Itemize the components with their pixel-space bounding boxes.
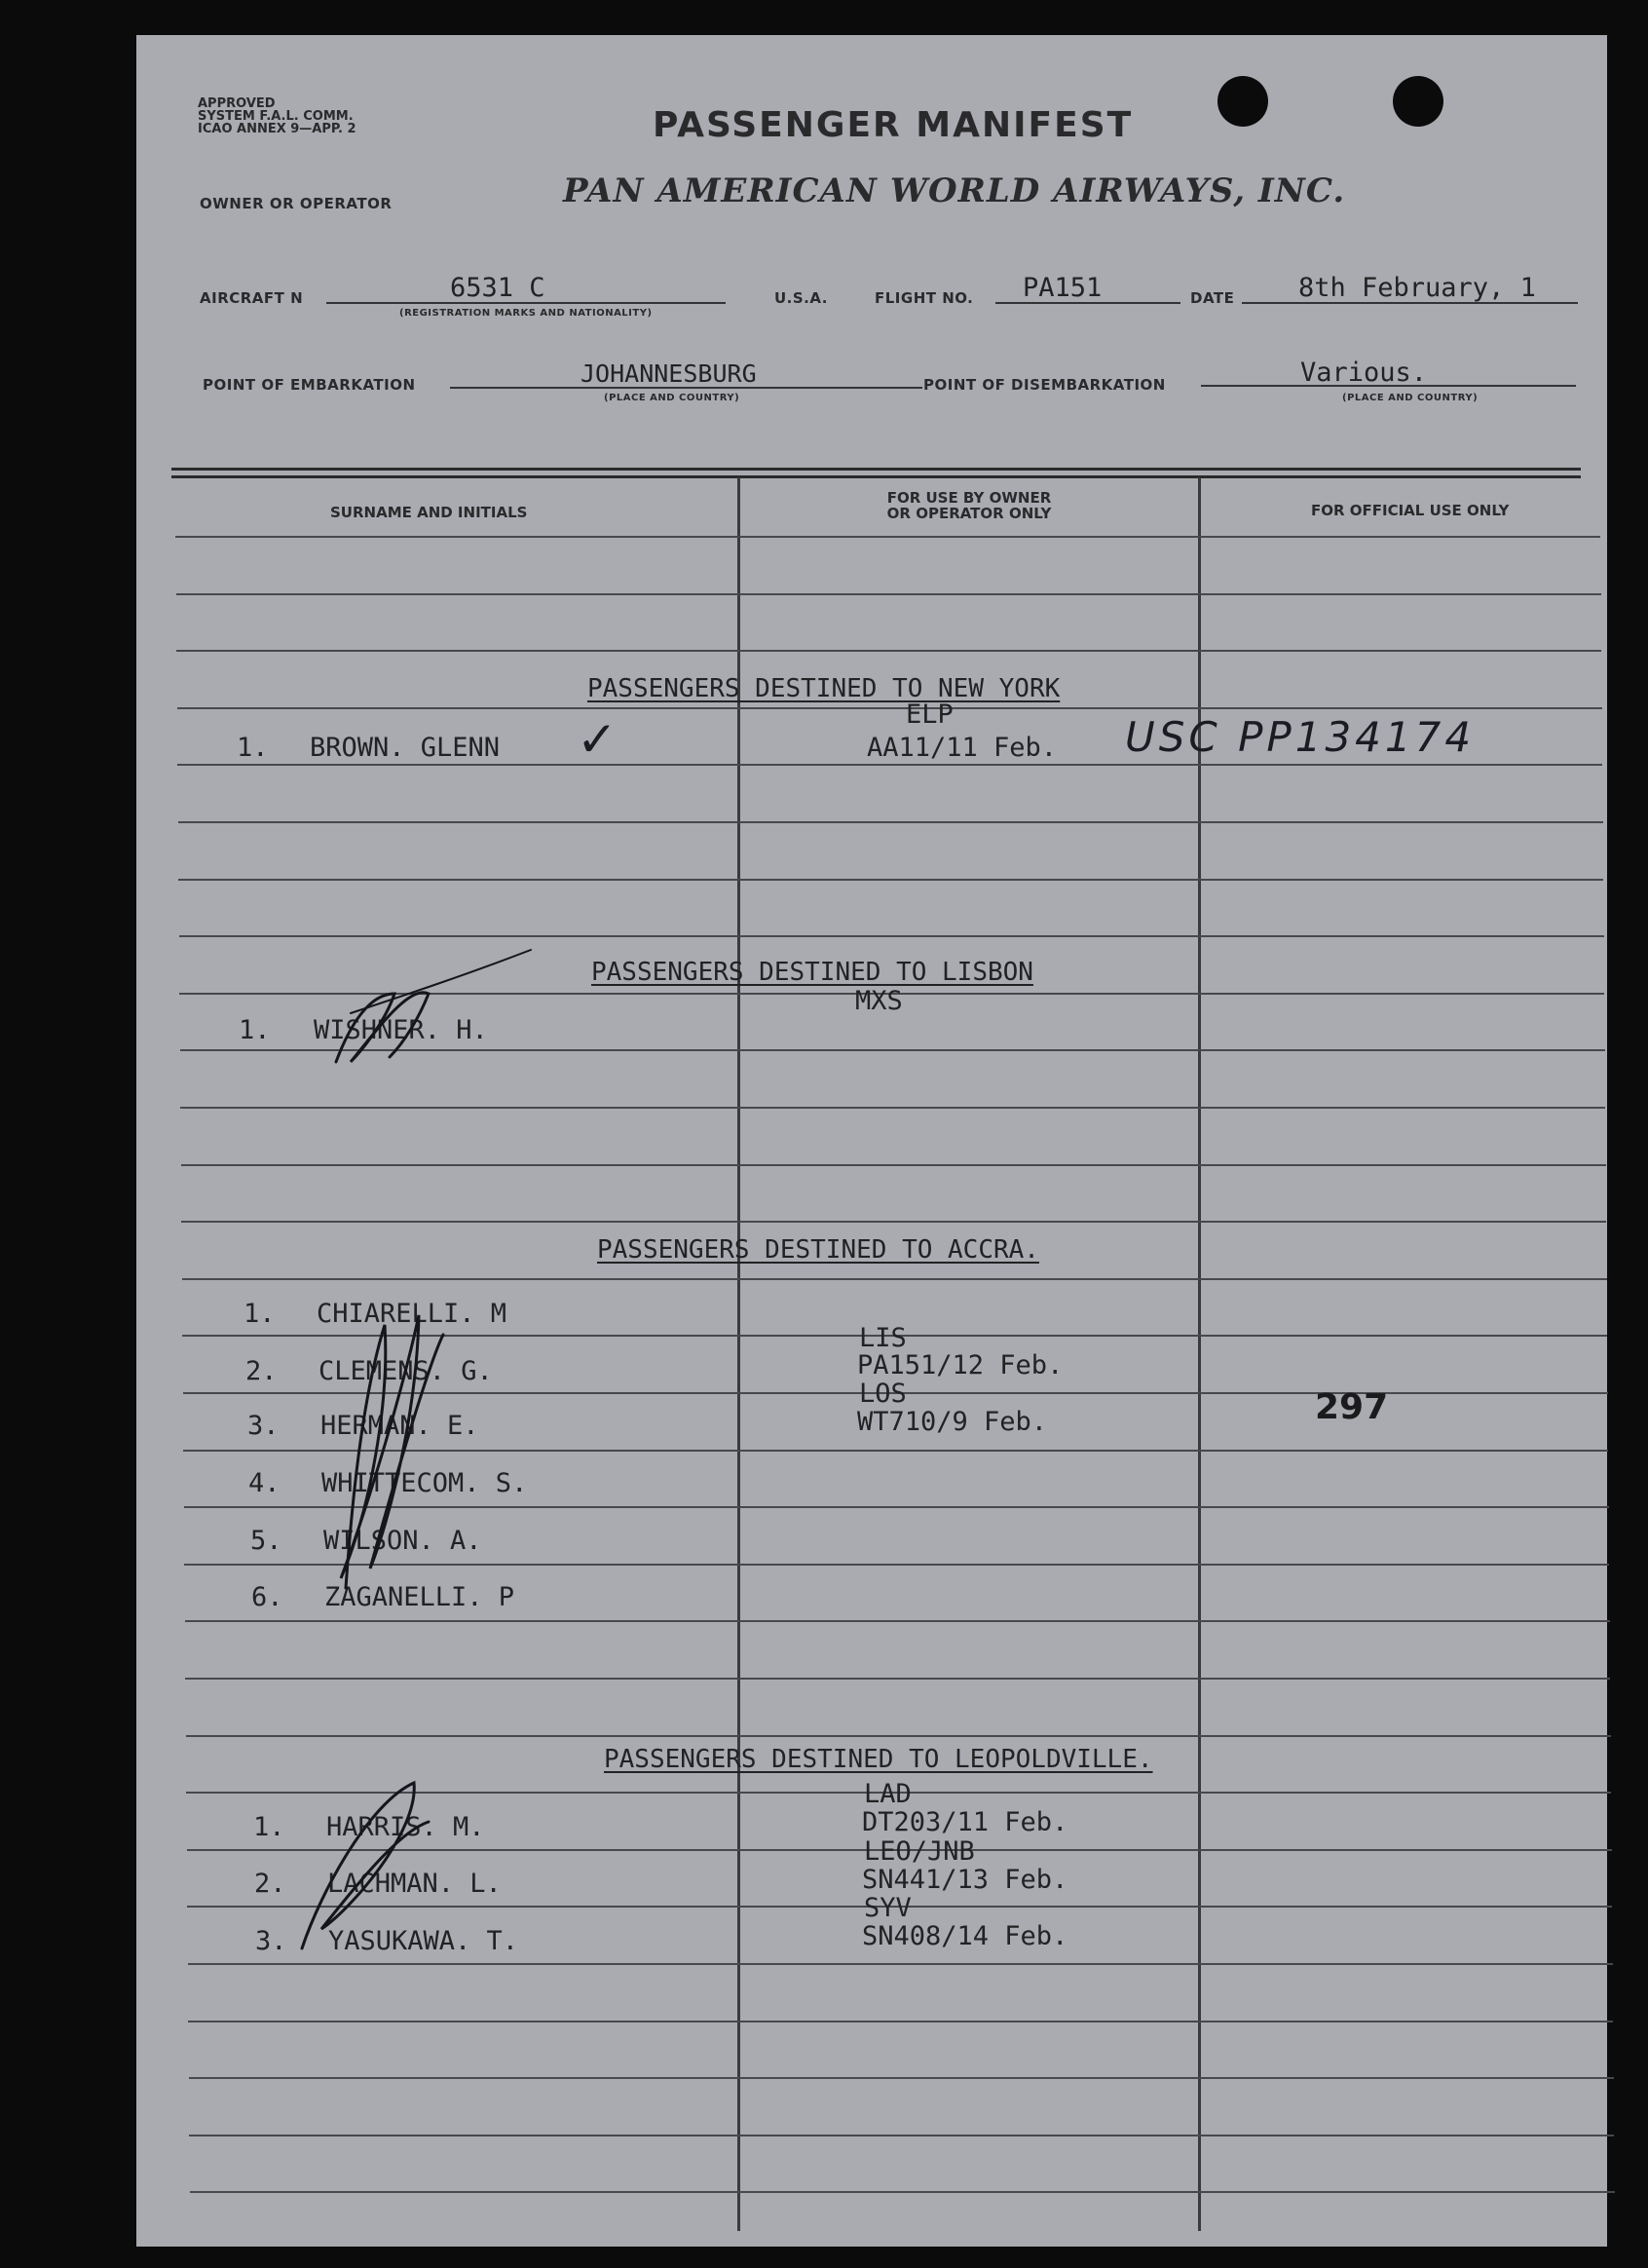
passenger-name: HARRIS. M. — [326, 1812, 485, 1842]
ruled-line — [189, 2077, 1614, 2079]
header-rule — [171, 468, 1581, 471]
connecting-flight: AA11/11 Feb. — [867, 733, 1058, 763]
carrier-code: ELP — [906, 699, 954, 730]
nationality: U.S.A. — [774, 289, 828, 307]
page-title: PASSENGER MANIFEST — [653, 105, 1134, 145]
passenger-name: WISHNER. H. — [314, 1015, 488, 1045]
passenger-name: CHIARELLI. M — [317, 1299, 507, 1329]
section-heading: PASSENGERS DESTINED TO NEW YORK — [587, 674, 1061, 703]
aircraft-label: AIRCRAFT N — [200, 289, 304, 307]
ruled-line — [183, 1450, 1608, 1452]
passenger-number: 4. — [248, 1468, 281, 1498]
ruled-line — [178, 879, 1603, 881]
connecting-flight: SN408/14 Feb. — [862, 1921, 1068, 1951]
passenger-name: LACHMAN. L. — [327, 1869, 502, 1899]
passenger-number: 6. — [251, 1582, 283, 1612]
punch-hole — [1217, 76, 1268, 127]
ruled-line — [177, 707, 1602, 709]
connecting-flight: PA151/12 Feb. — [857, 1350, 1064, 1380]
passenger-name: WHITTECOM. S. — [321, 1468, 528, 1498]
ruled-line — [180, 1049, 1605, 1051]
flight-number: PA151 — [1023, 273, 1103, 303]
ruled-line — [176, 593, 1601, 595]
ruled-line — [181, 1164, 1606, 1166]
carrier-code: LIS — [859, 1323, 907, 1353]
owner-use-line: FOR USE BY OWNER — [886, 489, 1052, 507]
ruled-line — [177, 764, 1602, 766]
carrier-code: LEO/JNB — [864, 1836, 975, 1867]
owner-use-line: OR OPERATOR ONLY — [886, 505, 1052, 522]
ruled-line — [188, 1963, 1613, 1965]
column-divider — [737, 477, 740, 2231]
approval-line: SYSTEM F.A.L. COMM. — [198, 109, 354, 124]
ruled-line — [186, 1735, 1611, 1737]
disembarkation-point: Various. — [1300, 358, 1428, 388]
ruled-line — [188, 2021, 1613, 2022]
connecting-flight: WT710/9 Feb. — [857, 1407, 1048, 1437]
registration-sublabel: (REGISTRATION MARKS AND NATIONALITY) — [399, 308, 653, 319]
passenger-number: 2. — [245, 1356, 278, 1386]
approval-line: APPROVED — [198, 96, 276, 111]
section-heading: PASSENGERS DESTINED TO ACCRA. — [597, 1235, 1039, 1265]
passenger-number: 1. — [243, 1299, 276, 1329]
ruled-line — [184, 1564, 1609, 1566]
ruled-line — [175, 536, 1600, 538]
passenger-number: 2. — [254, 1869, 286, 1899]
official-use-column-header: FOR OFFICIAL USE ONLY — [1311, 502, 1510, 519]
ruled-line — [178, 821, 1603, 823]
ruled-line — [179, 935, 1604, 937]
owner-use-column-header — [847, 490, 1091, 521]
connecting-flight: DT203/11 Feb. — [862, 1807, 1068, 1837]
checkmark-icon: ✓ — [577, 711, 621, 768]
ruled-line — [185, 1678, 1610, 1680]
embarkation-label: POINT OF EMBARKATION — [203, 376, 416, 394]
carrier-code: LAD — [864, 1779, 912, 1809]
ruled-line — [190, 2191, 1615, 2193]
passenger-number: 3. — [247, 1411, 280, 1441]
punch-hole — [1393, 76, 1443, 127]
header-rule — [171, 475, 1581, 478]
passenger-name: ZAGANELLI. P — [324, 1582, 515, 1612]
owner-label: OWNER OR OPERATOR — [200, 195, 393, 212]
flight-date: 8th February, 1 — [1298, 273, 1536, 303]
ruled-line — [180, 1107, 1605, 1109]
passenger-number: 3. — [255, 1926, 287, 1956]
passenger-name: YASUKAWA. T. — [328, 1926, 519, 1956]
section-heading: PASSENGERS DESTINED TO LISBON — [591, 958, 1033, 987]
operator-name: PAN AMERICAN WORLD AIRWAYS, INC. — [563, 171, 1346, 210]
disembarkation-label: POINT OF DISEMBARKATION — [923, 376, 1166, 394]
passenger-number: 1. — [239, 1015, 271, 1045]
carrier-code: LOS — [859, 1379, 907, 1409]
aircraft-registration: 6531 C — [450, 273, 545, 303]
passenger-number: 1. — [253, 1812, 285, 1842]
surname-column-header: SURNAME AND INITIALS — [330, 504, 528, 521]
passenger-number: 5. — [250, 1526, 282, 1556]
ruled-line — [181, 1221, 1606, 1223]
official-number: 297 — [1315, 1387, 1389, 1427]
connecting-flight: SN441/13 Feb. — [862, 1865, 1068, 1895]
approval-note — [198, 97, 356, 135]
embarkation-point: JOHANNESBURG — [581, 359, 757, 388]
carrier-code: SYV — [864, 1893, 912, 1923]
passenger-name: HERMAN. E. — [320, 1411, 479, 1441]
ruled-line — [176, 650, 1601, 652]
place-sublabel: (PLACE AND COUNTRY) — [604, 393, 740, 403]
ruled-line — [182, 1278, 1607, 1280]
passenger-name: BROWN. GLENN — [310, 733, 501, 763]
passenger-name: CLEMENS. G. — [318, 1356, 493, 1386]
ruled-line — [189, 2135, 1614, 2136]
passenger-number: 1. — [237, 733, 269, 763]
ruled-line — [185, 1620, 1610, 1622]
section-note: MXS — [855, 986, 903, 1016]
section-heading: PASSENGERS DESTINED TO LEOPOLDVILLE. — [604, 1745, 1153, 1774]
ruled-line — [184, 1506, 1609, 1508]
official-annotation: USC PP134174 — [1125, 713, 1476, 761]
flight-label: FLIGHT NO. — [875, 289, 974, 307]
date-label: DATE — [1190, 289, 1235, 307]
approval-line: ICAO ANNEX 9—APP. 2 — [198, 122, 356, 136]
place-sublabel: (PLACE AND COUNTRY) — [1342, 393, 1479, 403]
passenger-name: WILSON. A. — [323, 1526, 482, 1556]
